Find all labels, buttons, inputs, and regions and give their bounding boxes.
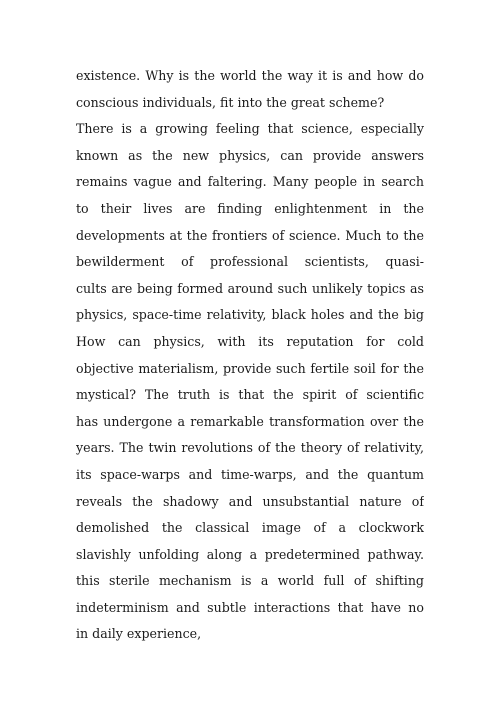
text-line: slavishly unfolding along a predetermined pathway. <box>76 546 424 562</box>
text-line: years. The twin revolutions of the theory of relativity, <box>76 440 424 456</box>
text-line: objective materialism, provide such fertile soil for the <box>76 360 424 376</box>
text-line: reveals the shadowy and unsubstantial nature of <box>76 493 424 509</box>
text-line: mystical? The truth is that the spirit of scientific <box>76 387 424 403</box>
text-line: to their lives are finding enlightenment in the <box>76 200 424 216</box>
text-line: known as the new physics, can provide answers <box>76 147 424 163</box>
text-line: There is a growing feeling that science, especially <box>76 121 424 137</box>
text-line: demolished the classical image of a clockwork <box>76 520 424 536</box>
text-line: bewilderment of professional scientists, quasi- <box>76 254 424 270</box>
text-line: physics, space-time relativity, black holes and the big <box>76 307 424 323</box>
text-line: How can physics, with its reputation for cold <box>76 333 424 349</box>
text-line: remains vague and faltering. Many people in search <box>76 174 424 190</box>
text-line: has undergone a remarkable transformation over the <box>76 413 424 429</box>
text-line: indeterminism and subtle interactions that have no <box>76 599 424 615</box>
text-line: in daily experience, <box>76 626 202 642</box>
body-text <box>76 63 424 648</box>
text-line: this sterile mechanism is a world full of shifting <box>76 573 424 589</box>
text-line: developments at the frontiers of science. Much to the <box>76 227 424 243</box>
text-line: existence. Why is the world the way it is and how do <box>76 68 424 83</box>
text-line: its space-warps and time-warps, and the quantum <box>76 466 424 482</box>
text-line: conscious individuals, fit into the great scheme? <box>76 94 385 110</box>
text-line: cults are being formed around such unlikely topics as <box>76 280 424 296</box>
